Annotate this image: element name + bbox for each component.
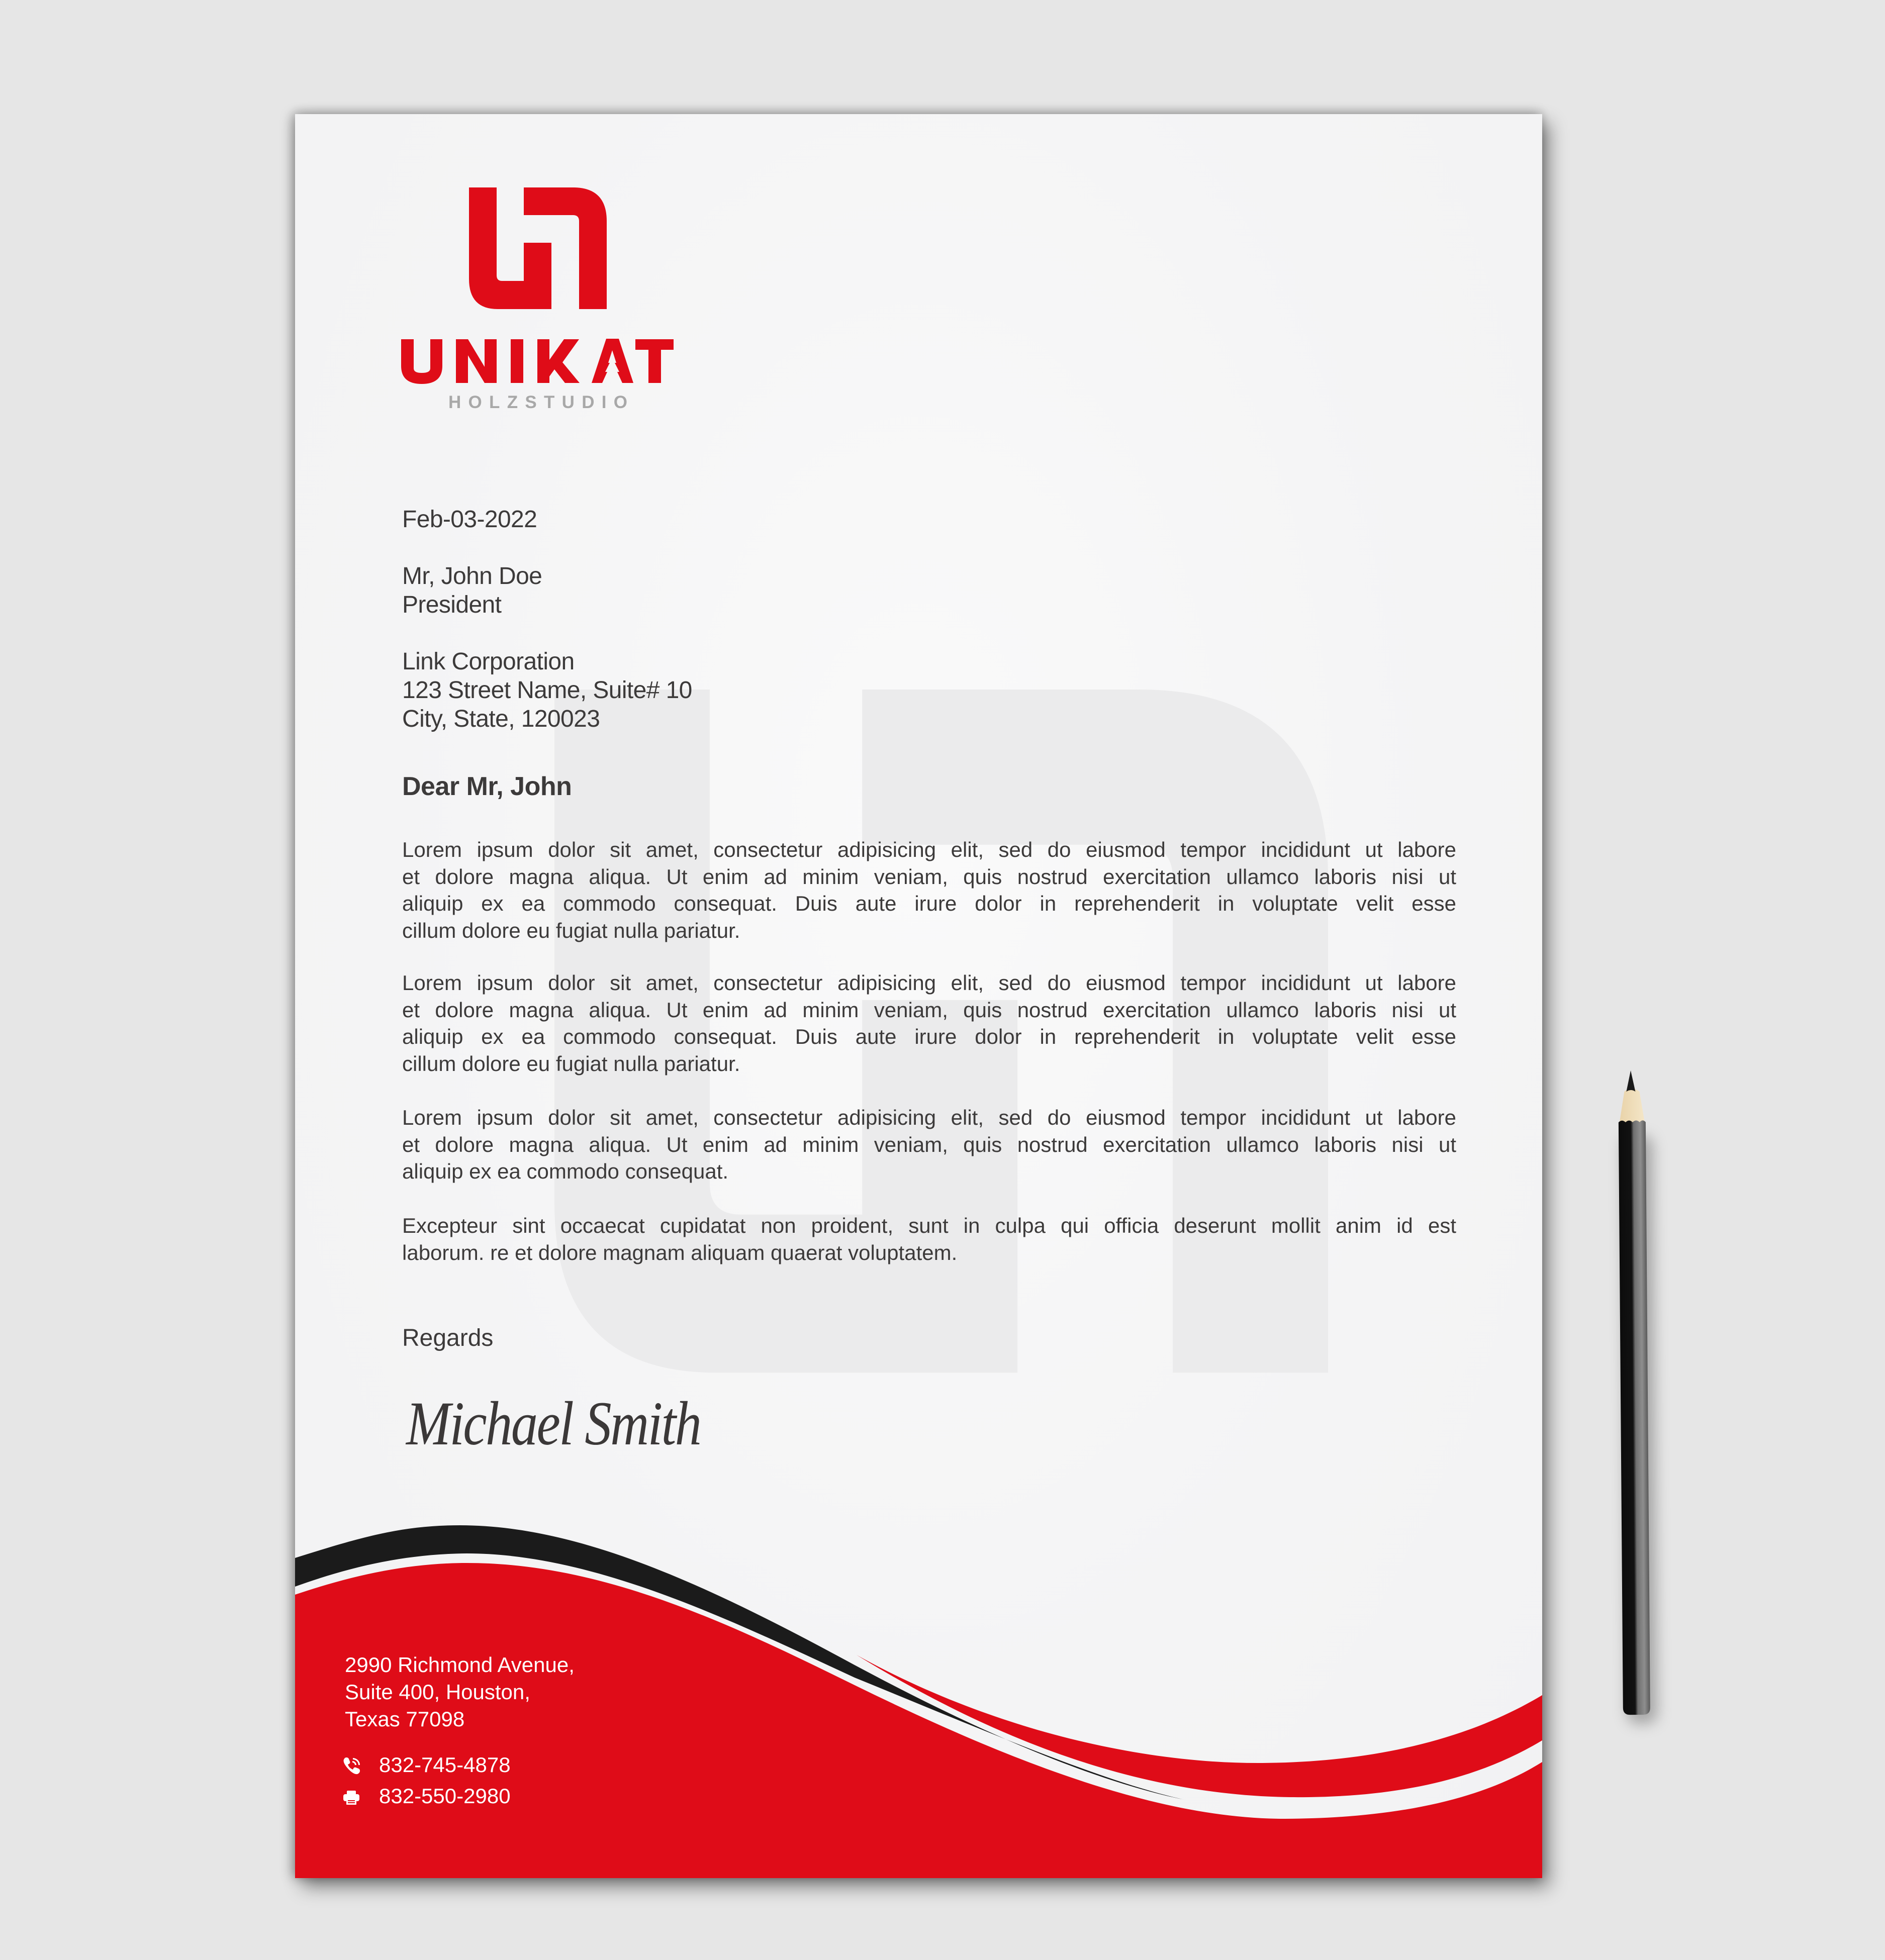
body-paragraph-1 [402, 836, 1456, 944]
paragraph-line: cillum dolore eu fugiat nulla pariatur. [402, 1051, 740, 1075]
unikat-monogram-icon [469, 187, 607, 309]
paragraph-line: et dolore magna aliqua. Ut enim ad minim veniam, quis nostrud exercitation ullamco laboris nisi ut [402, 864, 1456, 889]
letter-date: Feb-03-2022 [402, 506, 537, 533]
paragraph-line: Lorem ipsum dolor sit amet, consectetur adipisicing elit, sed do eiusmod tempor incididunt ut labore [402, 971, 1456, 995]
wave-red-main [295, 1563, 1542, 1878]
paragraph-line: et dolore magna aliqua. Ut enim ad minim veniam, quis nostrud exercitation ullamco laboris nisi ut [402, 998, 1456, 1022]
footer-address-line-3: Texas 77098 [345, 1707, 465, 1731]
closing-regards: Regards [402, 1325, 494, 1351]
letter-u [401, 339, 442, 384]
paragraph-line: et dolore magna aliqua. Ut enim ad minim veniam, quis nostrud exercitation ullamco laboris nisi ut [402, 1132, 1456, 1156]
footer-fax: 832-550-2980 [379, 1784, 511, 1808]
logo-tagline: HOLZSTUDIO [448, 393, 627, 412]
paragraph-line: aliquip ex ea commodo consequat. Duis aute irure dolor in reprehenderit in voluptate velit esse [402, 1025, 1456, 1048]
pencil-icon [1618, 1070, 1657, 1724]
paragraph-line: laborum. re et dolore magnam aliquam quaerat voluptatem. [402, 1240, 958, 1264]
paragraph-line: cillum dolore eu fugiat nulla pariatur. [402, 918, 740, 942]
letter-k [537, 339, 580, 383]
body-paragraph-2 [402, 969, 1456, 1077]
footer-address-line-1: 2990 Richmond Avenue, [345, 1653, 575, 1677]
paragraph-line: Lorem ipsum dolor sit amet, consectetur adipisicing elit, sed do eiusmod tempor incididunt ut labore [402, 1106, 1456, 1129]
letter-n [456, 339, 497, 383]
paragraph-line: Excepteur sint occaecat cupidatat non proident, sunt in culpa qui officia deserunt mollit anim id est [402, 1214, 1456, 1237]
signature: Michael Smith [406, 1389, 701, 1458]
company-street: 123 Street Name, Suite# 10 [402, 677, 692, 704]
letter-a-tree [592, 339, 633, 383]
letter-greeting: Dear Mr, John [402, 772, 572, 801]
paragraph-line: aliquip ex ea commodo consequat. Duis aute irure dolor in reprehenderit in voluptate velit esse [402, 892, 1456, 915]
paragraph-line: aliquip ex ea commodo consequat. [402, 1159, 729, 1183]
body-paragraph-3 [402, 1104, 1456, 1185]
paragraph-line: Lorem ipsum dolor sit amet, consectetur adipisicing elit, sed do eiusmod tempor incididunt ut labore [402, 838, 1456, 861]
letter-i [511, 339, 523, 383]
footer-phone: 832-745-4878 [379, 1753, 511, 1777]
footer-address-line-2: Suite 400, Houston, [345, 1680, 530, 1704]
company-city: City, State, 120023 [402, 706, 600, 732]
letter-t [635, 339, 674, 383]
recipient-title: President [402, 592, 502, 618]
body-paragraph-4 [402, 1212, 1456, 1266]
recipient-name: Mr, John Doe [402, 563, 542, 590]
unikat-wordmark [401, 339, 674, 384]
company-name: Link Corporation [402, 648, 575, 675]
